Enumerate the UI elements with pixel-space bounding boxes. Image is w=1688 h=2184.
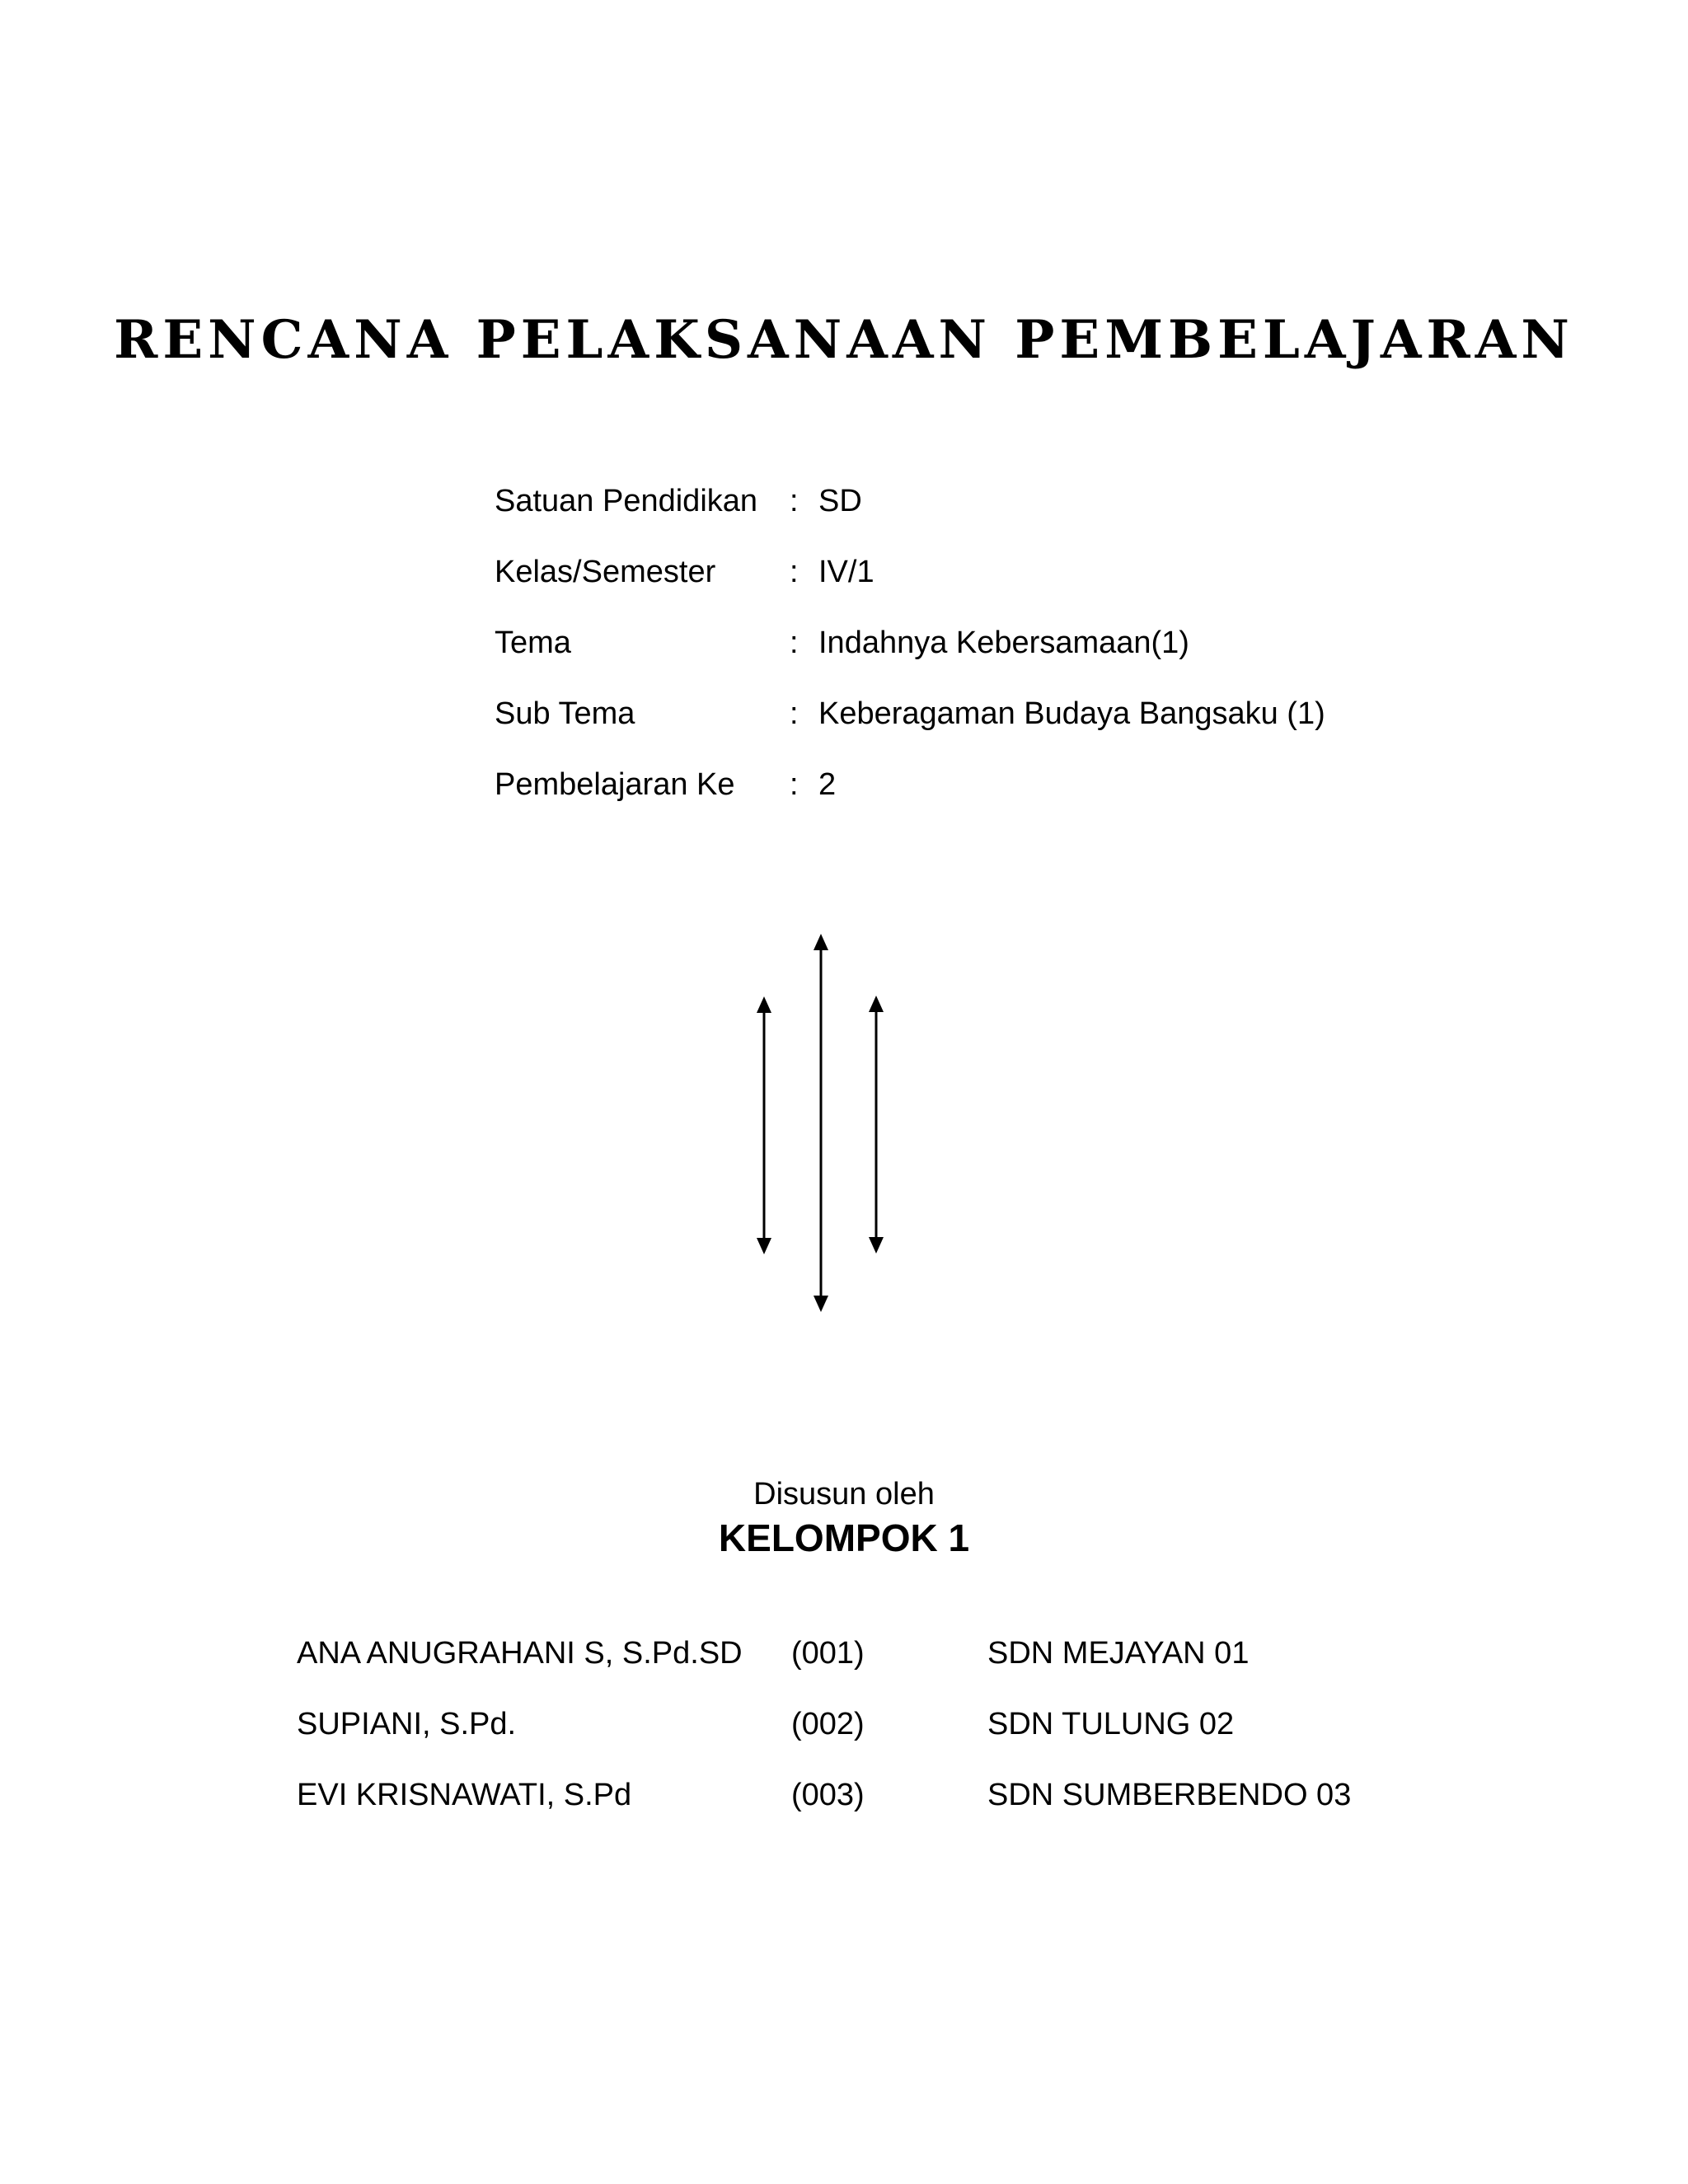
info-label: Pembelajaran Ke bbox=[495, 767, 735, 802]
credit-subtitle: Disusun oleh bbox=[753, 1477, 935, 1511]
member-number: (003) bbox=[791, 1778, 865, 1812]
info-value: Keberagaman Budaya Bangsaku (1) bbox=[818, 696, 1325, 731]
member-school: SDN SUMBERBENDO 03 bbox=[987, 1778, 1352, 1812]
info-label: Kelas/Semester bbox=[495, 555, 716, 589]
info-label: Satuan Pendidikan bbox=[495, 484, 758, 518]
arrow-center-icon bbox=[814, 934, 828, 1312]
info-colon: : bbox=[790, 555, 799, 589]
member-name: SUPIANI, S.Pd. bbox=[297, 1707, 517, 1741]
member-name: EVI KRISNAWATI, S.Pd bbox=[297, 1778, 632, 1812]
member-name: ANA ANUGRAHANI S, S.Pd.SD bbox=[297, 1636, 743, 1671]
info-value: 2 bbox=[818, 767, 837, 802]
group-name: KELOMPOK 1 bbox=[718, 1516, 970, 1559]
document-title: RENCANA PELAKSANAAN PEMBELAJARAN bbox=[114, 309, 1574, 371]
arrow-left-icon bbox=[757, 996, 771, 1254]
info-value: Indahnya Kebersamaan(1) bbox=[818, 626, 1189, 660]
info-value: SD bbox=[818, 484, 862, 518]
info-colon: : bbox=[790, 767, 799, 802]
member-number: (001) bbox=[791, 1636, 865, 1671]
member-number: (002) bbox=[791, 1707, 865, 1741]
info-colon: : bbox=[790, 696, 799, 731]
info-label: Tema bbox=[495, 626, 571, 660]
info-colon: : bbox=[790, 626, 799, 660]
member-school: SDN MEJAYAN 01 bbox=[987, 1636, 1250, 1671]
arrow-right-icon bbox=[869, 996, 884, 1254]
info-value: IV/1 bbox=[818, 555, 874, 589]
member-school: SDN TULUNG 02 bbox=[987, 1707, 1235, 1741]
info-label: Sub Tema bbox=[495, 696, 635, 731]
info-colon: : bbox=[790, 484, 799, 518]
double-arrows-graphic bbox=[742, 927, 907, 1323]
